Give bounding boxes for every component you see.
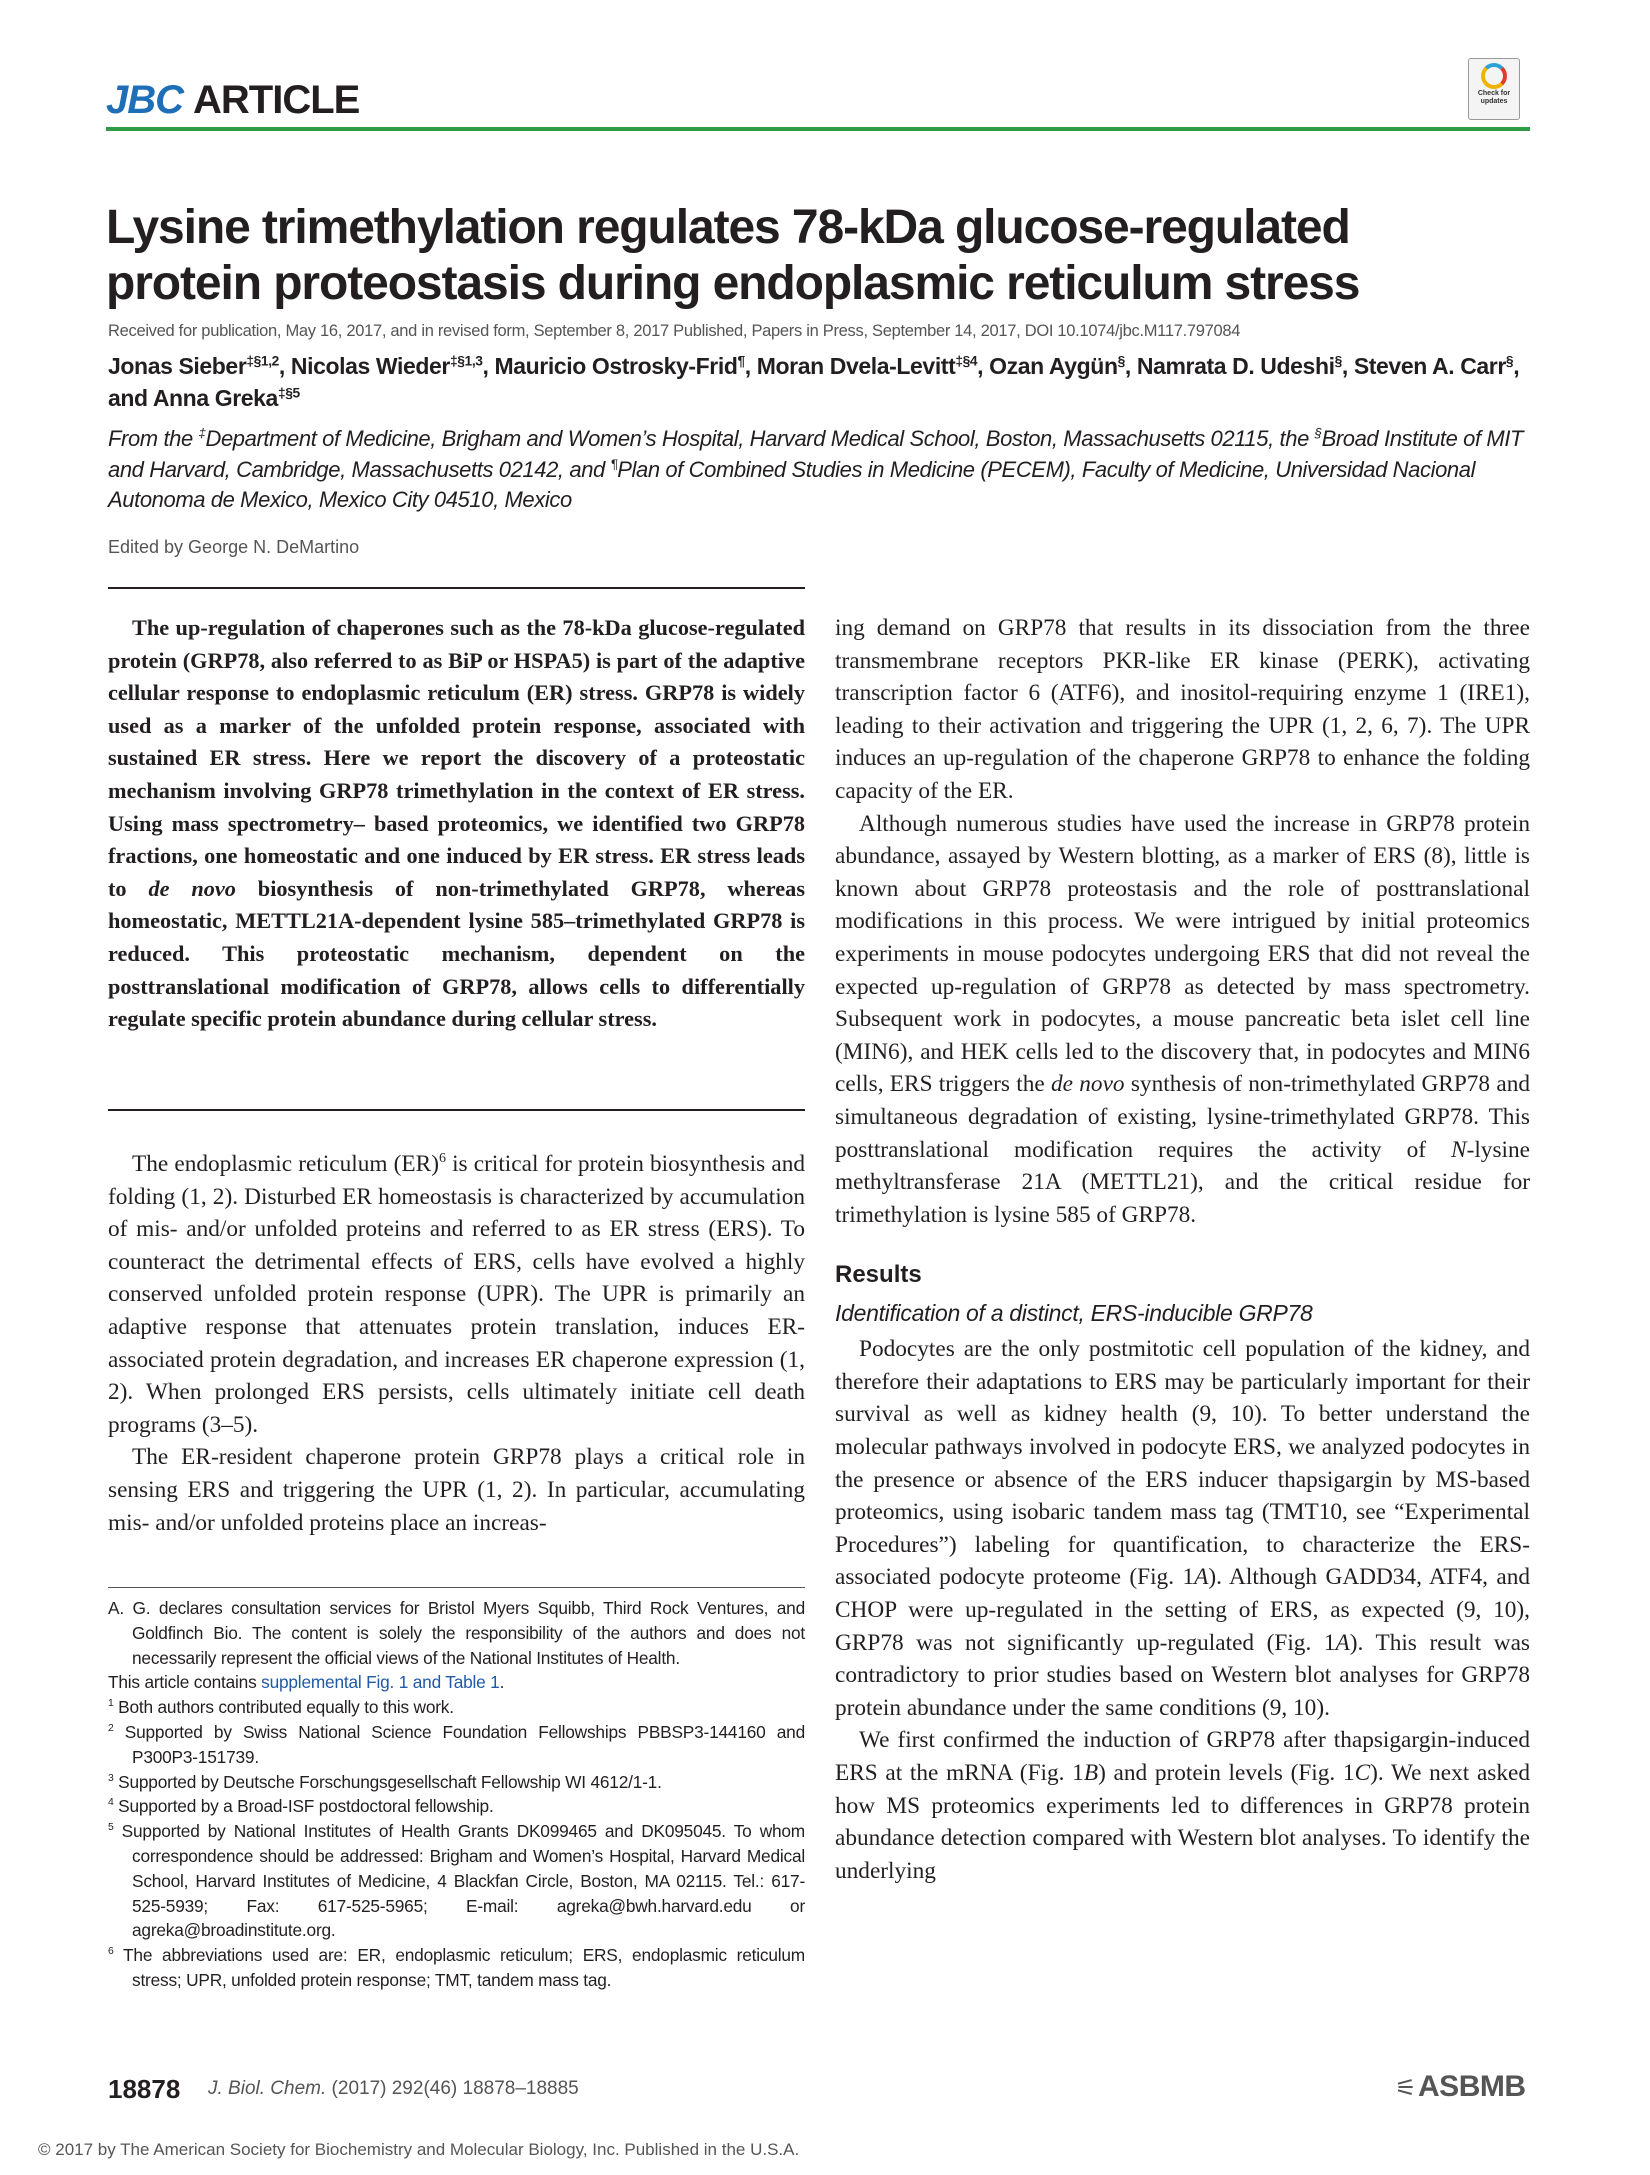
- text-run: is critical for protein biosynthesis and folding (1, 2). Disturbed ER homeostasis is characterized by accumulation of mis- and/or unfolded proteins and referred to as ER stress (ERS). To counteract the detrimental effects of ERS, cells have evolved a highly conserved unfolded protein response (UPR). The UPR is primarily an adaptive response that attenuates protein translation, induces ER-associated protein degradation, and increases ER chaperone expression (1, 2). When prolonged ERS persists, cells ultimately initiate cell death programs (3–5).: [108, 1151, 805, 1438]
- superscript: 4: [108, 1797, 114, 1809]
- text-run: synthesis of non-trimethylated GRP78 and simultaneous degradation of existing, lysine-trimethylated GRP78. This posttranslational modification requires the activity of: [835, 1071, 1530, 1163]
- text-run: This article contains: [108, 1672, 262, 1693]
- italic-text: A: [1335, 1629, 1350, 1656]
- superscript: §: [1334, 353, 1342, 369]
- footnote: [108, 1670, 805, 1695]
- text-run: ). Although GADD34, ATF4, and CHOP were up-regulated in the setting of ERS, as expected (9, 10), GRP78 was not significantly up-regulated (Fig. 1: [835, 1564, 1531, 1656]
- superscript: 6: [438, 1151, 446, 1167]
- superscript: ¶: [737, 353, 745, 369]
- subsection-heading: Identification of a distinct, ERS-inducible GRP78: [835, 1300, 1313, 1327]
- text-run: ). We next asked how MS proteomics experiments led to differences in GRP78 protein abundance detection compared with Western blot analyses. To identify the underlying: [835, 1760, 1531, 1884]
- text-run: , Steven A. Carr: [1341, 353, 1506, 379]
- italic-text: A: [1194, 1564, 1209, 1591]
- superscript: ‡§5: [277, 385, 300, 401]
- body-paragraph: [835, 1333, 1530, 1724]
- header-divider: [106, 127, 1530, 131]
- check-updates-label: Check for updates: [1477, 90, 1511, 105]
- text-run: , Mauricio Ostrosky-Frid: [482, 353, 738, 379]
- text-run: ) and protein levels (Fig. 1: [1098, 1760, 1355, 1786]
- text-run: , Ozan Aygün: [977, 353, 1118, 379]
- footnote: [108, 1819, 805, 1943]
- journal-logo: [106, 78, 359, 123]
- italic-text: B: [1083, 1760, 1099, 1786]
- superscript: 3: [108, 1772, 114, 1784]
- text-run: Supported by a Broad-ISF postdoctoral fellowship.: [113, 1796, 494, 1817]
- introduction: [108, 1148, 805, 1539]
- superscript: §: [1505, 353, 1514, 369]
- text-run: , Moran Dvela-Levitt: [744, 353, 956, 379]
- body-paragraph: [835, 1724, 1530, 1887]
- abstract-paragraph: [108, 612, 805, 1036]
- text-run: -lysine methyltransferase 21A (METTL21), and the critical residue for trimethylation is lysine 585 of GRP78.: [835, 1136, 1530, 1228]
- text-run: We first confirmed the induction of GRP78 after thapsigargin-induced ERS at the mRNA (Fig. 1: [835, 1727, 1530, 1786]
- check-updates-icon: [1481, 63, 1507, 89]
- citation: [208, 2078, 579, 2100]
- footnotes: [108, 1596, 805, 1993]
- copyright: © 2017 by The American Society for Biochemistry and Molecular Biology, Inc. Published in the U.S.A.: [38, 2140, 800, 2159]
- footnote: [108, 1596, 805, 1670]
- text-run: , Namrata D. Udeshi: [1124, 353, 1335, 379]
- jbc-logo: JBC: [106, 78, 184, 122]
- check-for-updates-button[interactable]: [1468, 58, 1520, 120]
- text-run: Jonas Sieber: [108, 353, 247, 379]
- superscript: ‡§1,2: [246, 353, 279, 369]
- text-run: Podocytes are the only postmitotic cell population of the kidney, and therefore their adaptations to ERS may be particularly important for their survival as well as kidney health (9, 10). To better understand the molecular pathways involved in podocyte ERS, we analyzed podocytes in the presence or absence of the ERS inducer thapsigargin by MS-based proteomics, using isobaric tandem mass tag (TMT10, see “Experimental Procedures”) labeling for quantification, to characterize the ERS-associated podocyte proteome (Fig. 1: [835, 1336, 1530, 1591]
- body-paragraph: [835, 612, 1530, 808]
- superscript: 6: [108, 1946, 114, 1958]
- footnote: [108, 1695, 805, 1720]
- abstract-bottom-rule: [108, 1109, 805, 1111]
- superscript: ¶: [610, 456, 618, 472]
- text-run: Supported by National Institutes of Health Grants DK099465 and DK095045. To whom correspondence should be addressed: Brigham and Women’s Hospital, Harvard Medical School, Harvard Institutes of Medicine, 4 Blackfan Circle, Boston, MA 02115. Tel.: 617-525-5939; Fax: 617-525-5965; E-mail: agreka@bwh.harvard.edu or agreka@broadinstitute.org.: [113, 1821, 805, 1941]
- italic-text: de novo: [148, 875, 236, 901]
- footnote: [108, 1794, 805, 1819]
- text-run: The ER-resident chaperone protein GRP78 plays a critical role in sensing ERS and triggering the UPR (1, 2). In particular, accumulating mis- and/or unfolded proteins place an increas-: [108, 1444, 805, 1536]
- title-line: Lysine trimethylation regulates 78-kDa glucose-regulated: [106, 201, 1350, 254]
- superscript: §: [1117, 353, 1125, 369]
- superscript: 2: [108, 1723, 114, 1735]
- footnote-rule: [108, 1587, 805, 1588]
- text-run: Supported by Deutsche Forschungsgesellschaft Fellowship WI 4612/1-1.: [113, 1771, 662, 1792]
- superscript: 5: [108, 1822, 114, 1834]
- superscript: ‡: [198, 425, 206, 441]
- text-run: Supported by Swiss National Science Foundation Fellowships PBBSP3-144160 and P300P3-151739.: [113, 1721, 805, 1767]
- text-run: Broad Institute of MIT and Harvard, Cambridge, Massachusetts 02142, and: [108, 426, 1524, 482]
- edited-by: Edited by George N. DeMartino: [108, 537, 360, 557]
- author-list: [108, 350, 1528, 414]
- page-number: 18878: [108, 2074, 181, 2104]
- superscript: §: [1314, 425, 1322, 441]
- text-run: Both authors contributed equally to this work.: [113, 1697, 454, 1718]
- text-run: Although numerous studies have used the increase in GRP78 protein abundance, assayed by Western blotting, as a marker of ERS (8), little is known about GRP78 proteostasis and the role of posttranslational modifications in this process. We were intrigued by initial proteomics experiments in mouse podocytes undergoing ERS that did not reveal the expected up-regulation of GRP78 as detected by mass spectrometry. Subsequent work in podocytes, a mouse pancreatic beta islet cell line (MIN6), and HEK cells led to the discovery that, in podocytes and MIN6 cells, ERS triggers the: [835, 810, 1530, 1098]
- article-type: ARTICLE: [193, 78, 360, 122]
- publication-history: Received for publication, May 16, 2017, and in revised form, September 8, 2017 Published, Papers in Press, September 14, 2017, DOI 10.1074/jbc.M117.797084: [108, 322, 1241, 340]
- abstract-top-rule: [108, 587, 805, 589]
- text-run: Department of Medicine, Brigham and Women’s Hospital, Harvard Medical School, Boston, Massachusetts 02115, the: [205, 426, 1315, 451]
- supplemental-link[interactable]: supplemental Fig. 1 and Table 1: [261, 1672, 500, 1693]
- superscript: 1: [108, 1698, 114, 1710]
- affiliations: [108, 424, 1548, 516]
- body-paragraph: [108, 1148, 805, 1441]
- superscript: ‡§1,3: [450, 353, 483, 369]
- asbmb-mark-icon: ⚟: [1395, 2075, 1417, 2102]
- text-run: ing demand on GRP78 that results in its dissociation from the three transmembrane receptors PKR-like ER kinase (PERK), activating transcription factor 6 (ATF6), and inositol-requiring enzyme 1 (IRE1), leading to their activation and triggering the UPR (1, 2, 6, 7). The UPR induces an up-regulation of the chaperone GRP78 to enhance the folding capacity of the ER.: [835, 615, 1530, 804]
- text-run: From the: [108, 426, 199, 451]
- asbmb-logo: [1395, 2070, 1526, 2104]
- body-paragraph: [108, 1441, 805, 1539]
- text-run: A. G. declares consultation services for Bristol Myers Squibb, Third Rock Ventures, and Goldfinch Bio. The content is solely the responsibility of the authors and does not necessarily represent the official views of the National Institutes of Health.: [108, 1598, 805, 1668]
- article-title: [106, 200, 1359, 312]
- text-run: biosynthesis of non-trimethylated GRP78, whereas homeostatic, METTL21A-dependent lysine 585–trimethylated GRP78 is reduced. This proteostatic mechanism, dependent on the posttranslational modification of GRP78, allows cells to differentially regulate specific protein abundance during cellular stress.: [108, 875, 805, 1032]
- text-run: The abbreviations used are: ER, endoplasmic reticulum; ERS, endoplasmic reticulum stress; UPR, unfolded protein response; TMT, tandem mass tag.: [113, 1945, 805, 1990]
- text-run: The endoplasmic reticulum (ER): [132, 1151, 439, 1177]
- footnote: [108, 1943, 805, 1993]
- text-run: The up-regulation of chaperones such as the 78-kDa glucose-regulated protein (GRP78, also referred to as BiP or HSPA5) is part of the adaptive cellular response to endoplasmic reticulum (ER) stress. GRP78 is widely used as a marker of the unfolded protein response, associated with sustained ER stress. Here we report the discovery of a proteostatic mechanism involving GRP78 trimethylation in the context of ER stress. Using mass spectrometry– based proteomics, we identified two GRP78 fractions, one homeostatic and one induced by ER stress. ER stress leads to: [108, 615, 805, 901]
- text-run: Plan of Combined Studies in Medicine (PECEM), Faculty of Medicine, Universidad Nacional Autonoma de Mexico, Mexico City 04510, Mexico: [108, 456, 1476, 512]
- abstract: [108, 612, 805, 1036]
- title-line: protein proteostasis during endoplasmic reticulum stress: [106, 257, 1360, 310]
- body-paragraph: [835, 808, 1530, 1232]
- italic-text: de novo: [1051, 1071, 1125, 1098]
- footnote: [108, 1720, 805, 1770]
- text-run: , Nicolas Wieder: [278, 353, 450, 379]
- text-run: , and Anna Greka: [108, 353, 1520, 411]
- superscript: ‡§4: [955, 353, 978, 369]
- citation-journal: J. Biol. Chem.: [208, 2078, 327, 2099]
- italic-text: C: [1354, 1760, 1371, 1786]
- text-run: .: [499, 1672, 505, 1693]
- citation-details: (2017) 292(46) 18878–18885: [326, 2078, 579, 2099]
- section-heading-results: Results: [835, 1261, 922, 1289]
- italic-text: N: [1451, 1136, 1467, 1163]
- right-column: [835, 612, 1530, 1887]
- asbmb-logo-text: ASBMB: [1418, 2070, 1526, 2103]
- footnote: [108, 1770, 805, 1795]
- text-run: ). This result was contradictory to prior studies based on Western blot analyses for GRP78 protein abundance under the same conditions (9, 10).: [835, 1629, 1530, 1721]
